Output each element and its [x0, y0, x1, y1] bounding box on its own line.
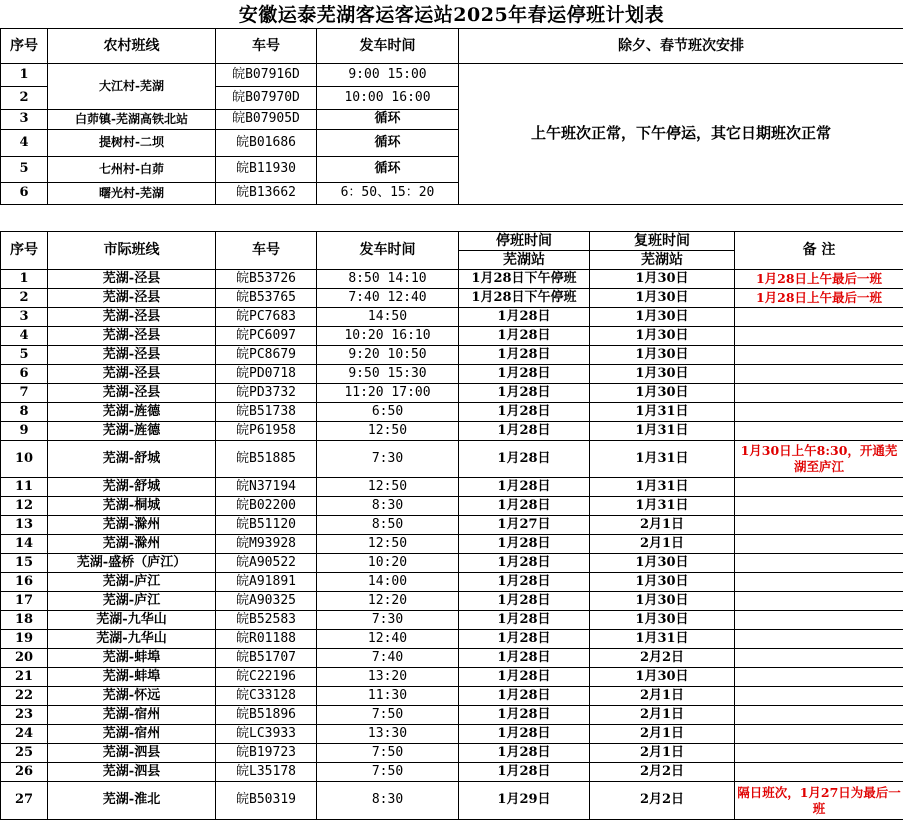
- resume-date-cell: 1月30日: [590, 289, 735, 308]
- remark-cell: [735, 763, 903, 782]
- stop-date-cell: 1月28日: [459, 573, 590, 592]
- route-cell: 芜湖-泾县: [48, 365, 216, 384]
- time-cell: 8:30: [317, 782, 459, 820]
- resume-date-cell: 1月31日: [590, 630, 735, 649]
- stop-date-cell: 1月28日: [459, 706, 590, 725]
- intercity-routes-table: [0, 231, 903, 820]
- section-gap: [0, 204, 903, 231]
- resume-date-cell: 2月2日: [590, 782, 735, 820]
- row-no: 18: [1, 611, 48, 630]
- col-subheader-station: 芜湖站: [590, 251, 735, 270]
- remark-cell: [735, 478, 903, 497]
- time-cell: 10:20: [317, 554, 459, 573]
- time-cell: 循环: [317, 130, 459, 157]
- col-header-no: 序号: [1, 232, 48, 270]
- remark-cell: [735, 687, 903, 706]
- route-cell: 芜湖-九华山: [48, 611, 216, 630]
- row-no: 23: [1, 706, 48, 725]
- stop-date-cell: 1月28日: [459, 327, 590, 346]
- route-cell: 芜湖-泾县: [48, 308, 216, 327]
- route-cell: 芜湖-蚌埠: [48, 649, 216, 668]
- route-cell: 芜湖-淮北: [48, 782, 216, 820]
- stop-date-cell: 1月27日: [459, 516, 590, 535]
- plate-cell: 皖PC6097: [216, 327, 317, 346]
- stop-date-cell: 1月28日: [459, 308, 590, 327]
- resume-date-cell: 1月30日: [590, 365, 735, 384]
- route-cell: 曙光村-芜湖: [48, 183, 216, 205]
- remark-cell: [735, 573, 903, 592]
- row-no: 22: [1, 687, 48, 706]
- route-cell: 芜湖-舒城: [48, 441, 216, 478]
- stop-date-cell: 1月28日: [459, 535, 590, 554]
- stop-date-cell: 1月28日: [459, 744, 590, 763]
- remark-cell: [735, 403, 903, 422]
- resume-date-cell: 1月30日: [590, 346, 735, 365]
- stop-date-cell: 1月29日: [459, 782, 590, 820]
- table-row: [1, 744, 903, 763]
- time-cell: 14:00: [317, 573, 459, 592]
- table-row: [1, 403, 903, 422]
- stop-date-cell: 1月28日: [459, 441, 590, 478]
- plate-cell: 皖B01686: [216, 130, 317, 157]
- col-header-stop-time: 停班时间: [459, 232, 590, 251]
- row-no: 3: [1, 110, 48, 130]
- page-title: 安徽运泰芜湖客运客运站2025年春运停班计划表: [0, 0, 903, 28]
- time-cell: 6：50、15：20: [317, 183, 459, 205]
- col-header-plate: 车号: [216, 29, 317, 64]
- plate-cell: 皖C22196: [216, 668, 317, 687]
- route-cell: 芜湖-泗县: [48, 744, 216, 763]
- table-row: [1, 611, 903, 630]
- row-no: 9: [1, 422, 48, 441]
- stop-date-cell: 1月28日: [459, 365, 590, 384]
- col-header-intercity-route: 市际班线: [48, 232, 216, 270]
- row-no: 5: [1, 157, 48, 183]
- route-cell: 芜湖-旌德: [48, 403, 216, 422]
- table-row: [1, 687, 903, 706]
- table-row: [1, 782, 903, 820]
- table-row: [1, 706, 903, 725]
- row-no: 1: [1, 270, 48, 289]
- route-cell: 七州村-白茆: [48, 157, 216, 183]
- table-row: [1, 64, 903, 87]
- row-no: 15: [1, 554, 48, 573]
- row-no: 6: [1, 183, 48, 205]
- route-cell: 芜湖-舒城: [48, 478, 216, 497]
- time-cell: 10:20 16:10: [317, 327, 459, 346]
- resume-date-cell: 2月1日: [590, 687, 735, 706]
- remark-cell: [735, 365, 903, 384]
- resume-date-cell: 1月31日: [590, 422, 735, 441]
- row-no: 17: [1, 592, 48, 611]
- table-row: [1, 725, 903, 744]
- plate-cell: 皖B19723: [216, 744, 317, 763]
- plate-cell: 皖A90325: [216, 592, 317, 611]
- remark-cell: [735, 592, 903, 611]
- stop-date-cell: 1月28日: [459, 422, 590, 441]
- remark-cell: [735, 744, 903, 763]
- table-row: [1, 478, 903, 497]
- resume-date-cell: 1月31日: [590, 403, 735, 422]
- time-cell: 12:40: [317, 630, 459, 649]
- resume-date-cell: 1月30日: [590, 384, 735, 403]
- plate-cell: 皖B51885: [216, 441, 317, 478]
- plate-cell: 皖B51120: [216, 516, 317, 535]
- table-row: [1, 327, 903, 346]
- remark-cell: [735, 516, 903, 535]
- plate-cell: 皖B07970D: [216, 87, 317, 110]
- time-cell: 14:50: [317, 308, 459, 327]
- route-cell: 芜湖-泾县: [48, 327, 216, 346]
- row-no: 4: [1, 130, 48, 157]
- rural-header-row: [1, 29, 903, 64]
- plate-cell: 皖B53726: [216, 270, 317, 289]
- table-row: [1, 365, 903, 384]
- route-cell: 提树村-二坝: [48, 130, 216, 157]
- plate-cell: 皖B51896: [216, 706, 317, 725]
- row-no: 2: [1, 87, 48, 110]
- resume-date-cell: 1月31日: [590, 478, 735, 497]
- stop-date-cell: 1月28日: [459, 592, 590, 611]
- time-cell: 12:50: [317, 478, 459, 497]
- table-row: [1, 441, 903, 478]
- table-row: [1, 554, 903, 573]
- stop-date-cell: 1月28日: [459, 346, 590, 365]
- remark-cell: [735, 706, 903, 725]
- plate-cell: 皖B02200: [216, 497, 317, 516]
- row-no: 10: [1, 441, 48, 478]
- time-cell: 11:20 17:00: [317, 384, 459, 403]
- route-cell: 芜湖-宿州: [48, 725, 216, 744]
- table-row: [1, 573, 903, 592]
- remark-cell: [735, 535, 903, 554]
- col-subheader-station: 芜湖站: [459, 251, 590, 270]
- stop-date-cell: 1月28日: [459, 687, 590, 706]
- table-row: [1, 535, 903, 554]
- route-cell: 大江村-芜湖: [48, 64, 216, 110]
- stop-date-cell: 1月28日: [459, 497, 590, 516]
- plate-cell: 皖B13662: [216, 183, 317, 205]
- route-cell: 芜湖-九华山: [48, 630, 216, 649]
- remark-cell: [735, 346, 903, 365]
- time-cell: 8:50: [317, 516, 459, 535]
- plate-cell: 皖L35178: [216, 763, 317, 782]
- route-cell: 芜湖-泗县: [48, 763, 216, 782]
- remark-cell: [735, 308, 903, 327]
- resume-date-cell: 1月31日: [590, 497, 735, 516]
- table-row: [1, 346, 903, 365]
- remark-cell: [735, 497, 903, 516]
- stop-date-cell: 1月28日下午停班: [459, 270, 590, 289]
- resume-date-cell: 1月30日: [590, 327, 735, 346]
- stop-date-cell: 1月28日: [459, 554, 590, 573]
- resume-date-cell: 2月1日: [590, 516, 735, 535]
- remark-cell: [735, 384, 903, 403]
- remark-cell: [735, 422, 903, 441]
- table-row: [1, 592, 903, 611]
- time-cell: 9:50 15:30: [317, 365, 459, 384]
- time-cell: 12:20: [317, 592, 459, 611]
- row-no: 20: [1, 649, 48, 668]
- remark-cell: [735, 554, 903, 573]
- remark-cell: [735, 327, 903, 346]
- time-cell: 12:50: [317, 535, 459, 554]
- stop-date-cell: 1月28日下午停班: [459, 289, 590, 308]
- table-row: [1, 668, 903, 687]
- intercity-header-row: [1, 232, 903, 251]
- route-cell: 芜湖-泾县: [48, 384, 216, 403]
- time-cell: 10:00 16:00: [317, 87, 459, 110]
- resume-date-cell: 2月1日: [590, 535, 735, 554]
- table-row: [1, 289, 903, 308]
- plate-cell: 皖B51738: [216, 403, 317, 422]
- time-cell: 6:50: [317, 403, 459, 422]
- remark-cell: [735, 630, 903, 649]
- remark-cell: 1月28日上午最后一班: [735, 289, 903, 308]
- row-no: 6: [1, 365, 48, 384]
- plate-cell: 皖B11930: [216, 157, 317, 183]
- table-row: [1, 497, 903, 516]
- time-cell: 9:00 15:00: [317, 64, 459, 87]
- row-no: 19: [1, 630, 48, 649]
- resume-date-cell: 1月30日: [590, 592, 735, 611]
- table-row: [1, 308, 903, 327]
- stop-date-cell: 1月28日: [459, 403, 590, 422]
- resume-date-cell: 1月30日: [590, 573, 735, 592]
- time-cell: 8:50 14:10: [317, 270, 459, 289]
- remark-cell: 1月30日上午8:30，开通芜湖至庐江: [735, 441, 903, 478]
- col-header-rural-route: 农村班线: [48, 29, 216, 64]
- col-header-resume-time: 复班时间: [590, 232, 735, 251]
- resume-date-cell: 2月2日: [590, 763, 735, 782]
- plate-cell: 皖R01188: [216, 630, 317, 649]
- plate-cell: 皖B07916D: [216, 64, 317, 87]
- route-cell: 芜湖-庐江: [48, 592, 216, 611]
- time-cell: 7:50: [317, 744, 459, 763]
- row-no: 3: [1, 308, 48, 327]
- intercity-body: [1, 270, 903, 820]
- row-no: 11: [1, 478, 48, 497]
- time-cell: 12:50: [317, 422, 459, 441]
- plate-cell: 皖C33128: [216, 687, 317, 706]
- col-header-departure-time: 发车时间: [317, 29, 459, 64]
- route-cell: 芜湖-盛桥（庐江）: [48, 554, 216, 573]
- resume-date-cell: 1月30日: [590, 270, 735, 289]
- resume-date-cell: 2月2日: [590, 649, 735, 668]
- col-header-no: 序号: [1, 29, 48, 64]
- row-no: 27: [1, 782, 48, 820]
- row-no: 16: [1, 573, 48, 592]
- time-cell: 8:30: [317, 497, 459, 516]
- plate-cell: 皖M93928: [216, 535, 317, 554]
- plate-cell: 皖PD3732: [216, 384, 317, 403]
- resume-date-cell: 1月30日: [590, 668, 735, 687]
- remark-cell: 1月28日上午最后一班: [735, 270, 903, 289]
- route-cell: 芜湖-泾县: [48, 270, 216, 289]
- stop-date-cell: 1月28日: [459, 649, 590, 668]
- stop-date-cell: 1月28日: [459, 478, 590, 497]
- stop-date-cell: 1月28日: [459, 763, 590, 782]
- remark-cell: 隔日班次，1月27日为最后一班: [735, 782, 903, 820]
- holiday-note: 上午班次正常，下午停运，其它日期班次正常: [459, 64, 903, 205]
- stop-date-cell: 1月28日: [459, 630, 590, 649]
- plate-cell: 皖N37194: [216, 478, 317, 497]
- stop-date-cell: 1月28日: [459, 668, 590, 687]
- stop-date-cell: 1月28日: [459, 384, 590, 403]
- route-cell: 芜湖-泾县: [48, 346, 216, 365]
- row-no: 26: [1, 763, 48, 782]
- row-no: 2: [1, 289, 48, 308]
- plate-cell: 皖B51707: [216, 649, 317, 668]
- time-cell: 9:20 10:50: [317, 346, 459, 365]
- table-row: [1, 422, 903, 441]
- resume-date-cell: 1月30日: [590, 611, 735, 630]
- plate-cell: 皖B07905D: [216, 110, 317, 130]
- time-cell: 7:50: [317, 763, 459, 782]
- resume-date-cell: 1月31日: [590, 441, 735, 478]
- row-no: 21: [1, 668, 48, 687]
- route-cell: 芜湖-旌德: [48, 422, 216, 441]
- rural-routes-table: [0, 28, 903, 205]
- time-cell: 13:20: [317, 668, 459, 687]
- route-cell: 芜湖-滁州: [48, 516, 216, 535]
- resume-date-cell: 2月1日: [590, 725, 735, 744]
- time-cell: 7:40 12:40: [317, 289, 459, 308]
- route-cell: 芜湖-庐江: [48, 573, 216, 592]
- route-cell: 芜湖-蚌埠: [48, 668, 216, 687]
- plate-cell: 皖PD0718: [216, 365, 317, 384]
- resume-date-cell: 2月1日: [590, 744, 735, 763]
- route-cell: 芜湖-泾县: [48, 289, 216, 308]
- row-no: 5: [1, 346, 48, 365]
- route-cell: 白茆镇-芜湖高铁北站: [48, 110, 216, 130]
- time-cell: 13:30: [317, 725, 459, 744]
- route-cell: 芜湖-宿州: [48, 706, 216, 725]
- plate-cell: 皖PC7683: [216, 308, 317, 327]
- row-no: 7: [1, 384, 48, 403]
- route-cell: 芜湖-怀远: [48, 687, 216, 706]
- col-header-holiday-arrangement: 除夕、春节班次安排: [459, 29, 903, 64]
- time-cell: 7:30: [317, 611, 459, 630]
- remark-cell: [735, 611, 903, 630]
- row-no: 24: [1, 725, 48, 744]
- time-cell: 循环: [317, 157, 459, 183]
- route-cell: 芜湖-滁州: [48, 535, 216, 554]
- col-header-plate: 车号: [216, 232, 317, 270]
- row-no: 13: [1, 516, 48, 535]
- row-no: 8: [1, 403, 48, 422]
- plate-cell: 皖A91891: [216, 573, 317, 592]
- route-cell: 芜湖-桐城: [48, 497, 216, 516]
- time-cell: 循环: [317, 110, 459, 130]
- resume-date-cell: 1月30日: [590, 554, 735, 573]
- resume-date-cell: 2月1日: [590, 706, 735, 725]
- remark-cell: [735, 649, 903, 668]
- row-no: 1: [1, 64, 48, 87]
- stop-date-cell: 1月28日: [459, 725, 590, 744]
- time-cell: 7:40: [317, 649, 459, 668]
- table-row: [1, 763, 903, 782]
- plate-cell: 皖A90522: [216, 554, 317, 573]
- stop-date-cell: 1月28日: [459, 611, 590, 630]
- plate-cell: 皖PC8679: [216, 346, 317, 365]
- col-header-remark: 备 注: [735, 232, 903, 270]
- row-no: 25: [1, 744, 48, 763]
- col-header-departure-time: 发车时间: [317, 232, 459, 270]
- table-row: [1, 516, 903, 535]
- table-row: [1, 270, 903, 289]
- plate-cell: 皖B50319: [216, 782, 317, 820]
- table-row: [1, 630, 903, 649]
- time-cell: 11:30: [317, 687, 459, 706]
- row-no: 4: [1, 327, 48, 346]
- remark-cell: [735, 725, 903, 744]
- time-cell: 7:30: [317, 441, 459, 478]
- plate-cell: 皖P61958: [216, 422, 317, 441]
- remark-cell: [735, 668, 903, 687]
- table-row: [1, 649, 903, 668]
- time-cell: 7:50: [317, 706, 459, 725]
- plate-cell: 皖LC3933: [216, 725, 317, 744]
- plate-cell: 皖B52583: [216, 611, 317, 630]
- row-no: 14: [1, 535, 48, 554]
- table-row: [1, 384, 903, 403]
- resume-date-cell: 1月30日: [590, 308, 735, 327]
- row-no: 12: [1, 497, 48, 516]
- plate-cell: 皖B53765: [216, 289, 317, 308]
